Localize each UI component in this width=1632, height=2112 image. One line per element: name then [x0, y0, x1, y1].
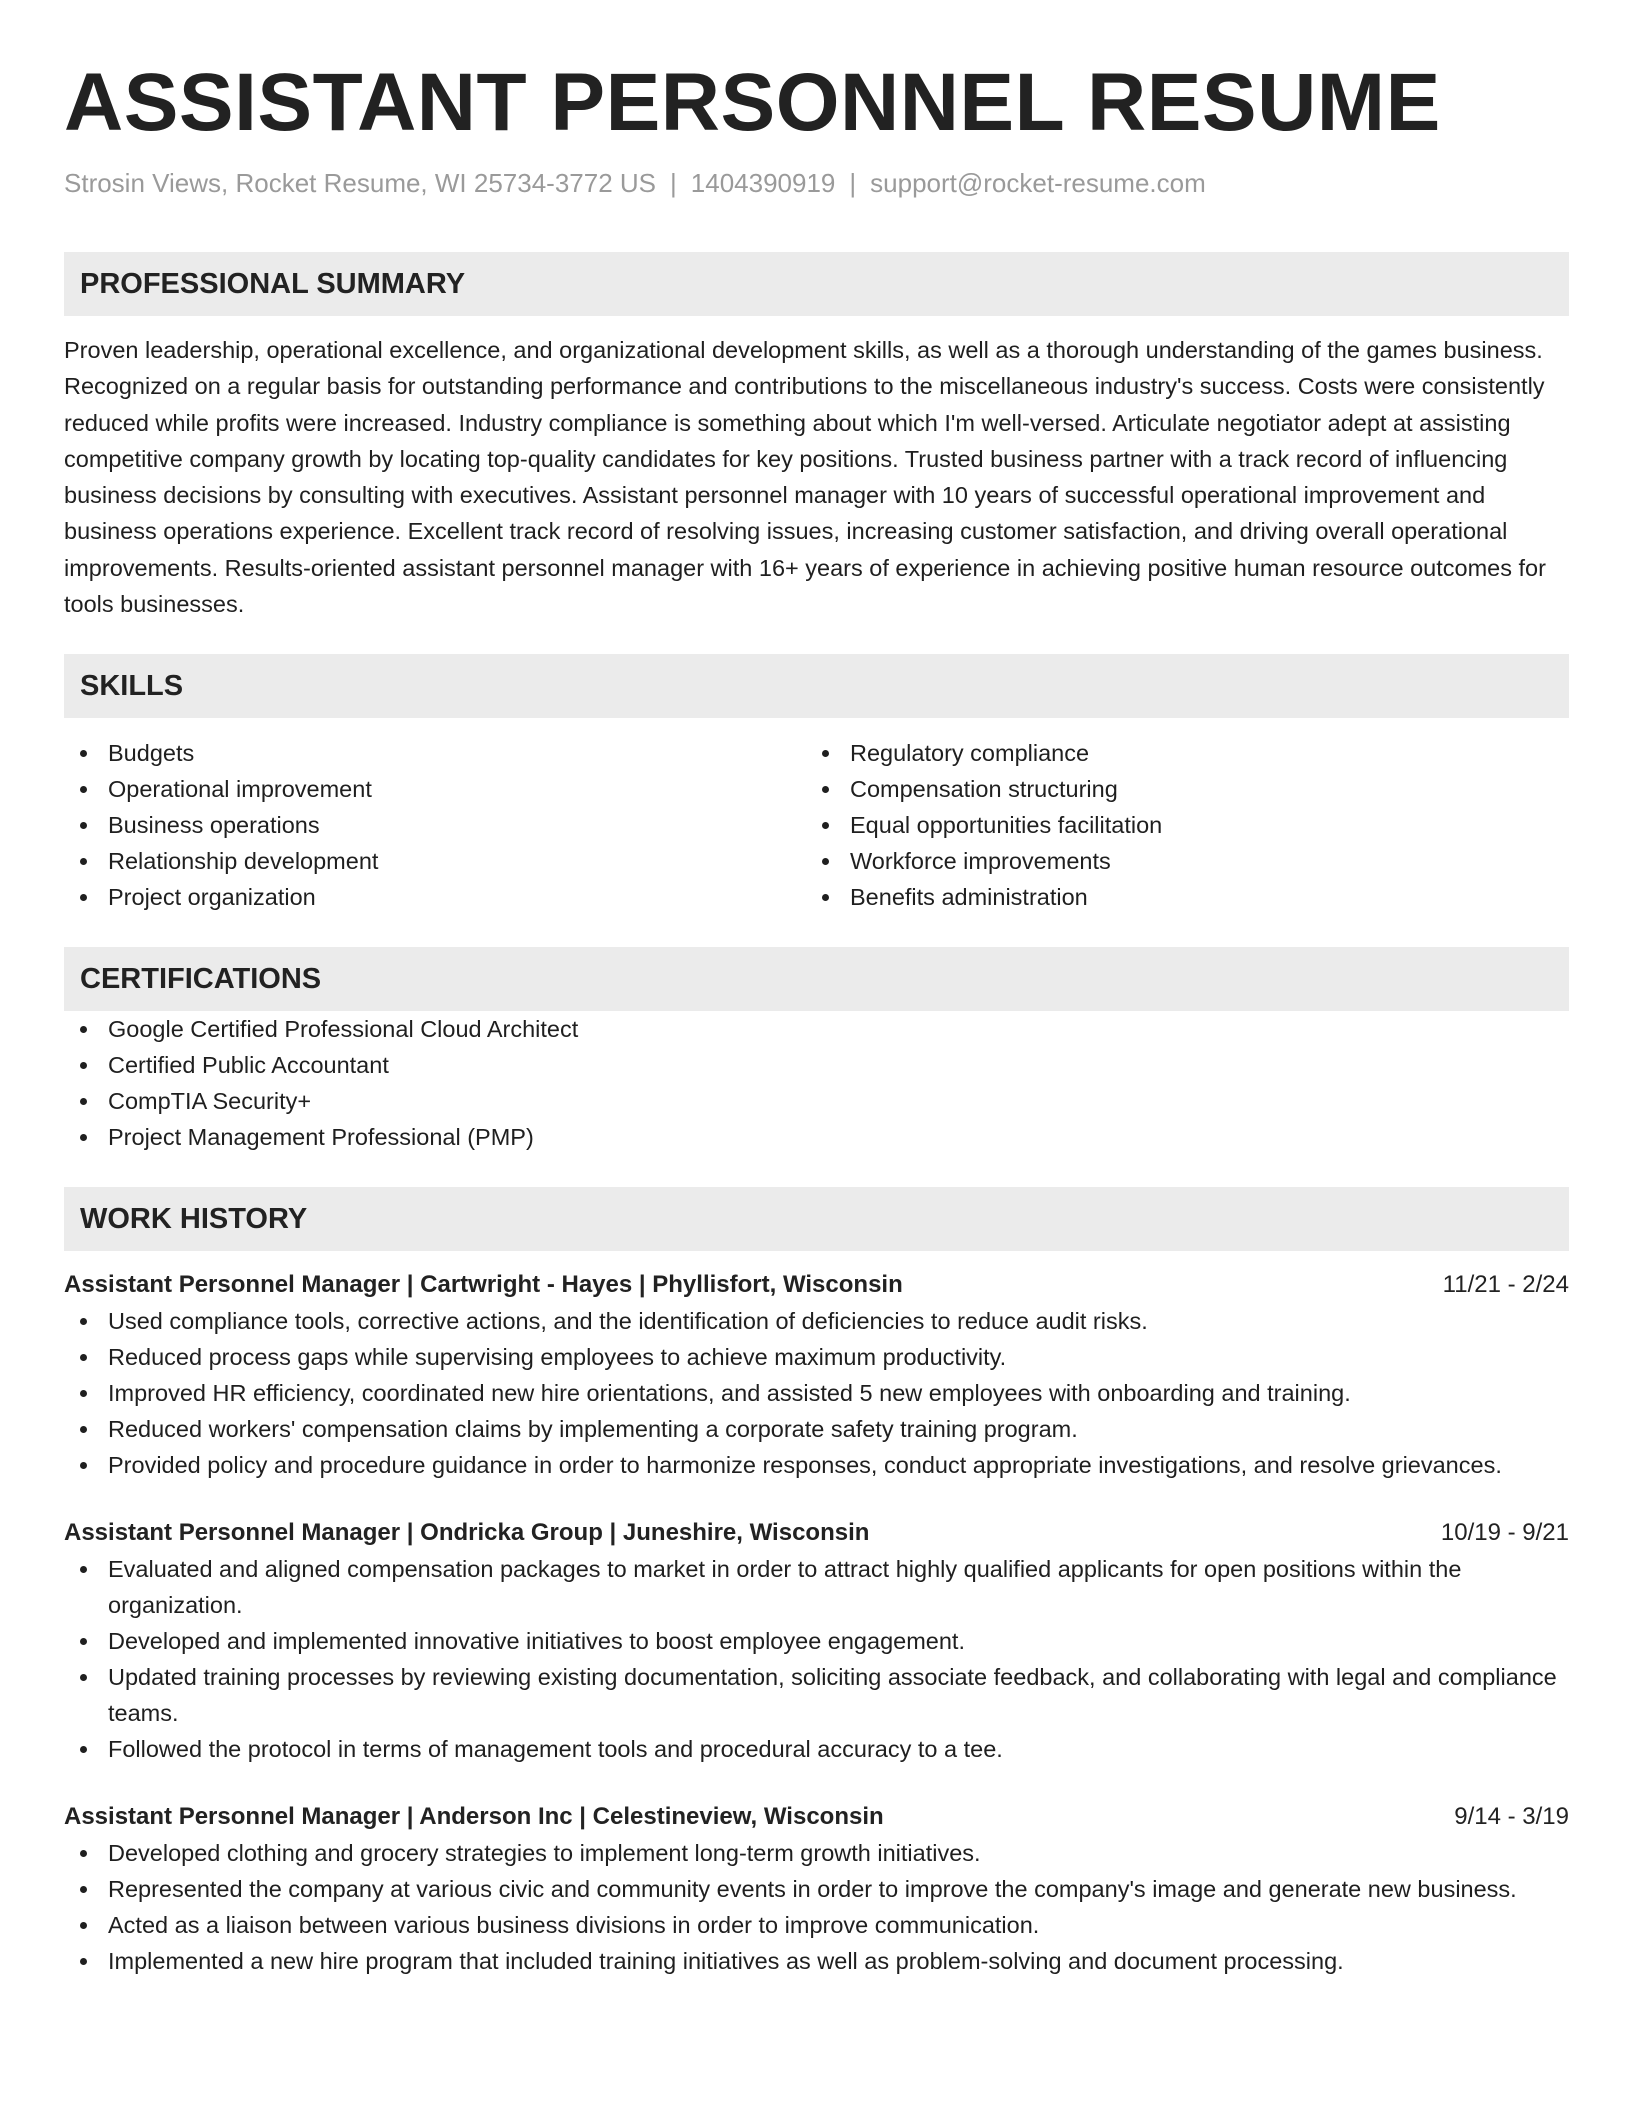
job-title: Assistant Personnel Manager | Cartwright - Hayes | Phyllisfort, Wisconsin [64, 1271, 903, 1299]
skill-item: Business operations [64, 807, 806, 843]
skill-item: Budgets [64, 735, 806, 771]
job-bullet: Provided policy and procedure guidance in order to harmonize responses, conduct appropriate investigations, and resolve grievances. [64, 1447, 1569, 1483]
resume-page [64, 0, 1569, 1979]
section-header-professional-summary: PROFESSIONAL SUMMARY [64, 252, 1569, 316]
job-bullet: Acted as a liaison between various business divisions in order to improve communication. [64, 1907, 1569, 1943]
job-header [64, 1799, 1569, 1835]
job-bullets [64, 1551, 1569, 1767]
job-bullet: Implemented a new hire program that included training initiatives as well as problem-solving and document processing. [64, 1943, 1569, 1979]
job-entry [64, 1515, 1569, 1767]
job-dates: 11/21 - 2/24 [1442, 1271, 1569, 1299]
section-header-work-history: WORK HISTORY [64, 1187, 1569, 1251]
job-dates: 10/19 - 9/21 [1440, 1519, 1569, 1547]
job-title: Assistant Personnel Manager | Anderson Inc | Celestineview, Wisconsin [64, 1803, 884, 1831]
job-bullet: Used compliance tools, corrective actions, and the identification of deficiencies to reduce audit risks. [64, 1303, 1569, 1339]
skills-column-right [806, 735, 1569, 915]
certification-item: Google Certified Professional Cloud Architect [64, 1011, 1569, 1047]
job-bullet: Followed the protocol in terms of management tools and procedural accuracy to a tee. [64, 1731, 1569, 1767]
contact-separator: | [670, 168, 677, 198]
skill-item: Benefits administration [806, 879, 1569, 915]
job-bullet: Reduced workers' compensation claims by implementing a corporate safety training program. [64, 1411, 1569, 1447]
job-bullet: Represented the company at various civic and community events in order to improve the company's image and generate new business. [64, 1871, 1569, 1907]
job-bullet: Improved HR efficiency, coordinated new hire orientations, and assisted 5 new employees with onboarding and training. [64, 1375, 1569, 1411]
job-bullet: Updated training processes by reviewing existing documentation, soliciting associate feedback, and collaborating with legal and compliance teams. [64, 1659, 1569, 1731]
skill-item: Compensation structuring [806, 771, 1569, 807]
professional-summary-text: Proven leadership, operational excellence, and organizational development skills, as well as a thorough understanding of the games business. Recognized on a regular basis for outstanding performance and contributions to the miscellaneous industry's success. Costs were consistently reduced while profits were increased. Industry compliance is something about which I'm well-versed. Articulate negotiator adept at assisting competitive company growth by locating top-quality candidates for key positions. Trusted business partner with a track record of influencing business decisions by consulting with executives. Assistant personnel manager with 10 years of successful operational improvement and business operations experience. Excellent track record of resolving issues, increasing customer satisfaction, and driving overall operational improvements. Results-oriented assistant personnel manager with 16+ years of experience in achieving positive human resource outcomes for tools businesses. [64, 337, 1546, 618]
resume-title: ASSISTANT PERSONNEL RESUME [64, 57, 1441, 148]
skill-item: Equal opportunities facilitation [806, 807, 1569, 843]
certifications-list [64, 1011, 1569, 1155]
job-entry [64, 1267, 1569, 1483]
contact-address: Strosin Views, Rocket Resume, WI 25734-3772 US [64, 168, 657, 198]
contact-email: support@rocket-resume.com [870, 168, 1206, 198]
skill-item: Regulatory compliance [806, 735, 1569, 771]
skill-item: Project organization [64, 879, 806, 915]
job-bullet: Evaluated and aligned compensation packages to market in order to attract highly qualified applicants for open positions within the organization. [64, 1551, 1569, 1623]
job-bullet: Reduced process gaps while supervising employees to achieve maximum productivity. [64, 1339, 1569, 1375]
job-bullets [64, 1835, 1569, 1979]
skill-item: Workforce improvements [806, 843, 1569, 879]
job-bullets [64, 1303, 1569, 1483]
section-header-skills: SKILLS [64, 654, 1569, 718]
certification-item: Project Management Professional (PMP) [64, 1119, 1569, 1155]
certification-item: CompTIA Security+ [64, 1083, 1569, 1119]
contact-line [64, 166, 1569, 200]
job-title: Assistant Personnel Manager | Ondricka Group | Juneshire, Wisconsin [64, 1519, 870, 1547]
job-bullet: Developed clothing and grocery strategies to implement long-term growth initiatives. [64, 1835, 1569, 1871]
contact-separator: | [849, 168, 857, 198]
section-header-certifications: CERTIFICATIONS [64, 947, 1569, 1011]
skill-item: Operational improvement [64, 771, 806, 807]
skill-item: Relationship development [64, 843, 806, 879]
contact-phone: 1404390919 [690, 168, 836, 198]
skills-column-left [64, 735, 806, 915]
job-header [64, 1515, 1569, 1551]
job-bullet: Developed and implemented innovative initiatives to boost employee engagement. [64, 1623, 1569, 1659]
job-entry [64, 1799, 1569, 1979]
job-header [64, 1267, 1569, 1303]
skills-list [64, 735, 1569, 915]
job-dates: 9/14 - 3/19 [1454, 1803, 1569, 1831]
certification-item: Certified Public Accountant [64, 1047, 1569, 1083]
